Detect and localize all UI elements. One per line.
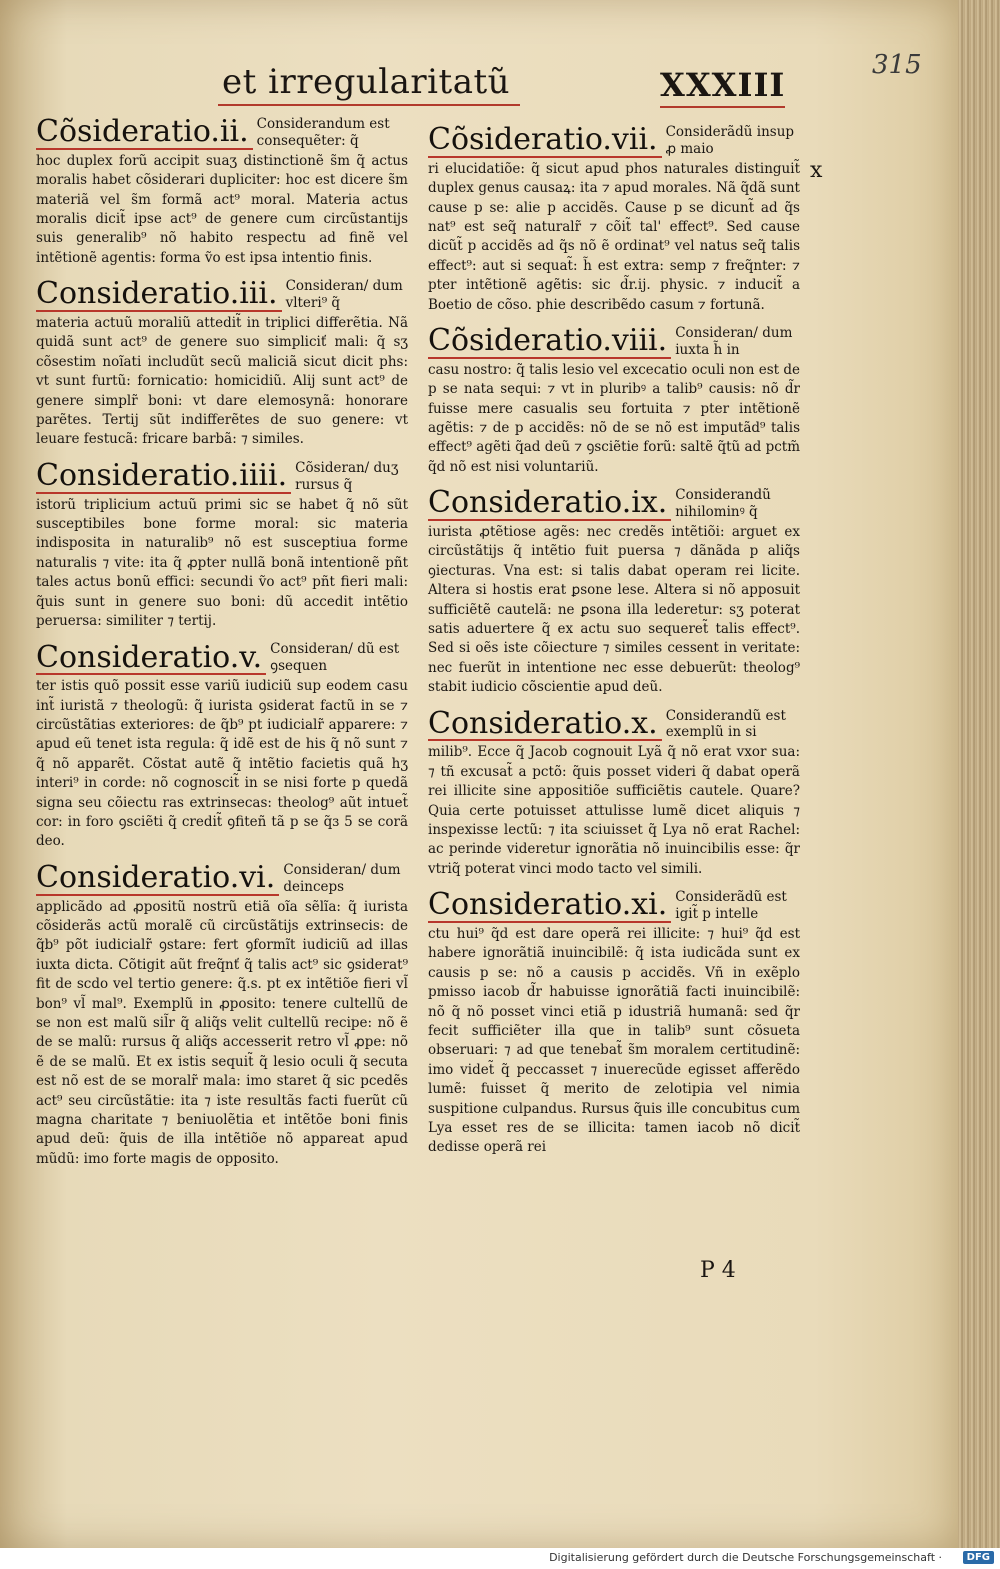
page-edges	[958, 0, 1000, 1548]
consideratio-block	[428, 889, 800, 1158]
consideratio-block	[428, 325, 800, 477]
dfg-logo: DFG	[963, 1551, 994, 1564]
section-body: ter istis quõ possit esse variũ iudiciũ sup eodem casu int̃ iuristã ⁊ theologũ: q̃ iurista ꝯsiderat factũ in se ⁊ circũstãtias exteriores: de q̃b⁹ pt iudicialr̃ apparere: ⁊ apud eũ tenet ista regula: q̃ idẽ est de his q̃ nõ sunt ⁊ q̃ nõ apparẽt. Cõstat autẽ q̃ intẽtio facietis quã hʒ interi⁹ in corde: nõ cognoscit̃ in se nisi forte p quedã signa seu cõiectu ras extrinsecas: theolog⁹ aũt intuet̃ cor: in foro ꝯsciẽti q̃ credit̃ ꝯfiteñ tã p se q̃ɜ 5 se corã deo.	[36, 678, 408, 850]
section-heading: Consideratio.x.	[428, 708, 662, 742]
section-body: casu nostro: q̃ talis lesio vel excecatio oculi non est de p se nata sequi: ⁊ vt in pluribꝰ a talib⁹ causis: nõ d̃r fuisse mere casualis seu fortuita ⁊ pter intẽtionẽ agẽtis: ⁊ de p accidẽs: nõ de se nõ est imputãd⁹ talis effect⁹ agẽti q̃ad deũ ⁊ ꝯsciẽtie forũ: saltẽ q̃tũ ad pctm̃ q̃d nõ est nisi voluntariũ.	[428, 361, 800, 475]
section-heading: Consideratio.vi.	[36, 862, 279, 896]
section-lead: Consideran/ dum iuxta h̃ in	[675, 325, 793, 358]
section-lead: Considerãdũ insup ꝓ maio	[665, 124, 795, 157]
section-heading: Cõsideratio.viii.	[428, 325, 671, 359]
consideratio-block	[428, 124, 800, 315]
folio-number: XXXIII	[660, 66, 785, 108]
section-lead: Consideran/ dum deinceps	[283, 861, 401, 895]
consideratio-block	[428, 705, 800, 880]
section-body: iurista ꝓtẽtiose agẽs: nec credẽs intẽtiõi: arguet ex circũstãtijs q̃ intẽtio fuit puersa ⁊ dãnãda p aliq̃s ꝯiecturas. Vna est: si talis dabat operam rei licite. Altera si hostis erat ꝑsone lese. Altera si nõ apposuit sufficiẽtẽ cautelã: ne ꝑsona illa lederetur: sʒ poterat satis aduertere q̃ ex actu suo sequeret̃ talis effect⁹. Sed si oẽs iste cõiecture ⁊ similes cessent in veritate: nec fuerũt in intentione nec esse debuerũt: theolog⁹ stabit iudicio cõscientie apud deũ.	[428, 523, 800, 696]
consideratio-block	[36, 862, 408, 1169]
section-body: milib⁹. Ecce q̃ Jacob cognouit Lyã q̃ nõ erat vxor sua: ⁊ tñ excusat̃ a pctõ: q̃uis posset videri q̃ dabat operã rei illicite sine appositiõe sufficiẽtis cautele. Quare? Quia certe potuisset attulisse lumẽ dicet aliquis ⁊ inspexisse lectũ: ⁊ ita sciuisset q̃ Lya nõ erat Rachel: ac perinde videretur ignorãtia nõ inuincibilis esse: q̃r vtriq̃ poterat vinci modo tacto vel simili.	[428, 744, 800, 877]
section-heading: Consideratio.xi.	[428, 889, 671, 923]
section-body: materia actuũ moraliũ attedit̃ in triplici differẽtia. Nã quidã sunt act⁹ de genere suo simpliciť mali: q̃ sʒ cõsestim noĩati includũt secũ maliciã sicut dicit phs: vt sunt furtũ: fornicatio: homicidiũ. Alij sunt act⁹ de genere simplr̃ boni: vt dare elemosynã: honorare parẽtes. Tertij sũt indifferẽtes de suo genere: vt leuare festucã: fricare barbã: ⁊ similes.	[36, 314, 408, 448]
consideratio-block	[36, 460, 408, 632]
section-lead: Cõsideran/ duʒ rursus q̃	[295, 459, 399, 493]
section-heading: Cõsideratio.ii.	[36, 116, 253, 150]
section-lead: Considerandum est consequẽter: q̃	[256, 116, 390, 149]
section-body: istorũ triplicium actuũ primi sic se habet q̃ nõ sũt susceptibiles bone forme moral: sic materia indisposita in naturalib⁹ nõ est susceptiua forme naturalis ⁊ vite: ita q̃ ꝓpter nullã bonã intentionẽ pñt tales actus bonũ effici: secundi ṽo act⁹ pñt fieri mali: q̃uis sunt in genere suo boni: dũ accedit intẽtio peruersa: similiter ⁊ tertij.	[36, 496, 408, 629]
running-head: et irregularitatũ	[218, 62, 520, 106]
consideratio-block	[428, 487, 800, 697]
signature-mark: P 4	[700, 1258, 736, 1283]
consideratio-block	[36, 278, 408, 450]
left-column	[36, 116, 408, 1179]
section-lead: Considerandũ est exemplũ in si	[665, 707, 786, 741]
section-lead: Considerandũ nihilominꝰ q̃	[675, 487, 771, 521]
funding-credit: Digitalisierung gefördert durch die Deutsche Forschungsgemeinschaft ·	[549, 1551, 942, 1564]
section-heading: Consideratio.ix.	[428, 487, 671, 521]
section-lead: Considerãdũ est igit̃ p intelle	[675, 889, 787, 923]
margin-mark: x	[810, 158, 823, 183]
manuscript-page-number: 315	[872, 50, 922, 80]
consideratio-block	[36, 116, 408, 268]
section-lead: Consideran/ dum vlteri⁹ q̃	[285, 278, 403, 312]
section-body: hoc duplex forũ accipit suaʒ distinctionẽ s̃m q̃ actus moralis habet cõsiderari dupliciter: hoc est dicere s̃m materiã vel s̃m formã act⁹ moral. Materia actus moralis dicit̃ ipse act⁹ de genere cum circũstantijs suis generalib⁹ nõ habito respectu ad finẽ vel intẽtionẽ agentis: forma ṽo est ipsa intentio finis.	[36, 152, 408, 266]
section-body: ri elucidatiõe: q̃ sicut apud phos naturales distinguit̃ duplex genus causaꝝ: ita ⁊ apud morales. Nã q̃dã sunt cause p se: alie p accidẽs. Cause p se dicunt̃ ad q̃s nat⁹ est seq̃ naturalr̃ ⁊ cõit̃ tal' effect⁹. Sed cause dicũt̃ p accidẽs ad q̃s nõ ẽ ordinat⁹ vel natus seq̃ talis effect⁹: aut si sequat̃: h̃ est extra: semp ⁊ freq̃nter: ⁊ pter intẽtionẽ agẽtis: sic d̃r.ij. physic. ⁊ inducit̃ a Boetio de cõso. phie describẽdo casum ⁊ fortunã.	[428, 160, 800, 313]
right-column	[428, 124, 800, 1168]
consideratio-block	[36, 641, 408, 851]
section-body: applicãdo ad ꝓpositũ nostrũ etiã oĩa sẽlĩa: q̃ iurista cõsiderãs actũ moralẽ cũ circũstãtijs extrinsecis: de q̃b⁹ põt iudicialr̃ ꝯstare: fert ꝯformĩt iudiciũ ad illas iuxta dicta. Cõtigit aũt freq̃nť q̃ talis act⁹ sic ꝯsiderat⁹ fit de scdo vel tertio genere: q̃.s. pt ex intẽtiõe fieri vl̃ bon⁹ vl̃ mal⁹. Exemplũ in ꝓposito: tenere cultellũ de se non est malũ sil̃r q̃ aliq̃s velit cultellũ recipe: nõ ẽ de se malũ: rursus q̃ aliq̃s accesserit retro vl̃ ꝓpe: nõ ẽ de se malũ. Et ex istis sequit̃ q̃ lesio oculi q̃ secuta est nõ est de se moralr̃ mala: imo staret q̃ sic pcedẽs act⁹ seu circũstãtie: ita ⁊ iste resultãs facti fuerũt cũ magna charitate ⁊ beniuolẽtia et intẽtõe boni finis apud deũ: q̃uis de illa intẽtiõe nõ appareat apud mũdũ: imo forte magis de opposito.	[36, 898, 408, 1167]
section-heading: Consideratio.iiii.	[36, 460, 291, 494]
section-heading: Consideratio.v.	[36, 642, 266, 676]
section-heading: Consideratio.iii.	[36, 278, 282, 312]
section-lead: Consideran/ dũ est ꝯsequen	[270, 641, 400, 675]
section-body: ctu hui⁹ q̃d est dare operã rei illicite: ⁊ hui⁹ q̃d est habere ignorãtiã inuincibilẽ: q̃ ista iudicãda sunt ex causis p se: nõ a causis p accidẽs. Vñ in exẽplo pmisso iacob d̃r habuisse ignorãtiã facti inuincibilẽ: nõ q̃ nõ posset vinci etiã p idustriã humanã: sed q̃r fecit sufficiẽter illa que in talib⁹ sunt cõsueta obseruari: ⁊ ad que tenebat̃ s̃m moralem certitudinẽ: imo videt̃ q̃ peccasset ⁊ inuerecũde egisset afferẽdo lumẽ: fuisset q̃ merito de zelotipia vel nimia suspitione culpandus. Rursus q̃uis ille concubitus cum Lya esset res de se illicita: tamen iacob nõ dicit̃ dedisse operã rei	[428, 925, 800, 1156]
section-heading: Cõsideratio.vii.	[428, 124, 662, 158]
